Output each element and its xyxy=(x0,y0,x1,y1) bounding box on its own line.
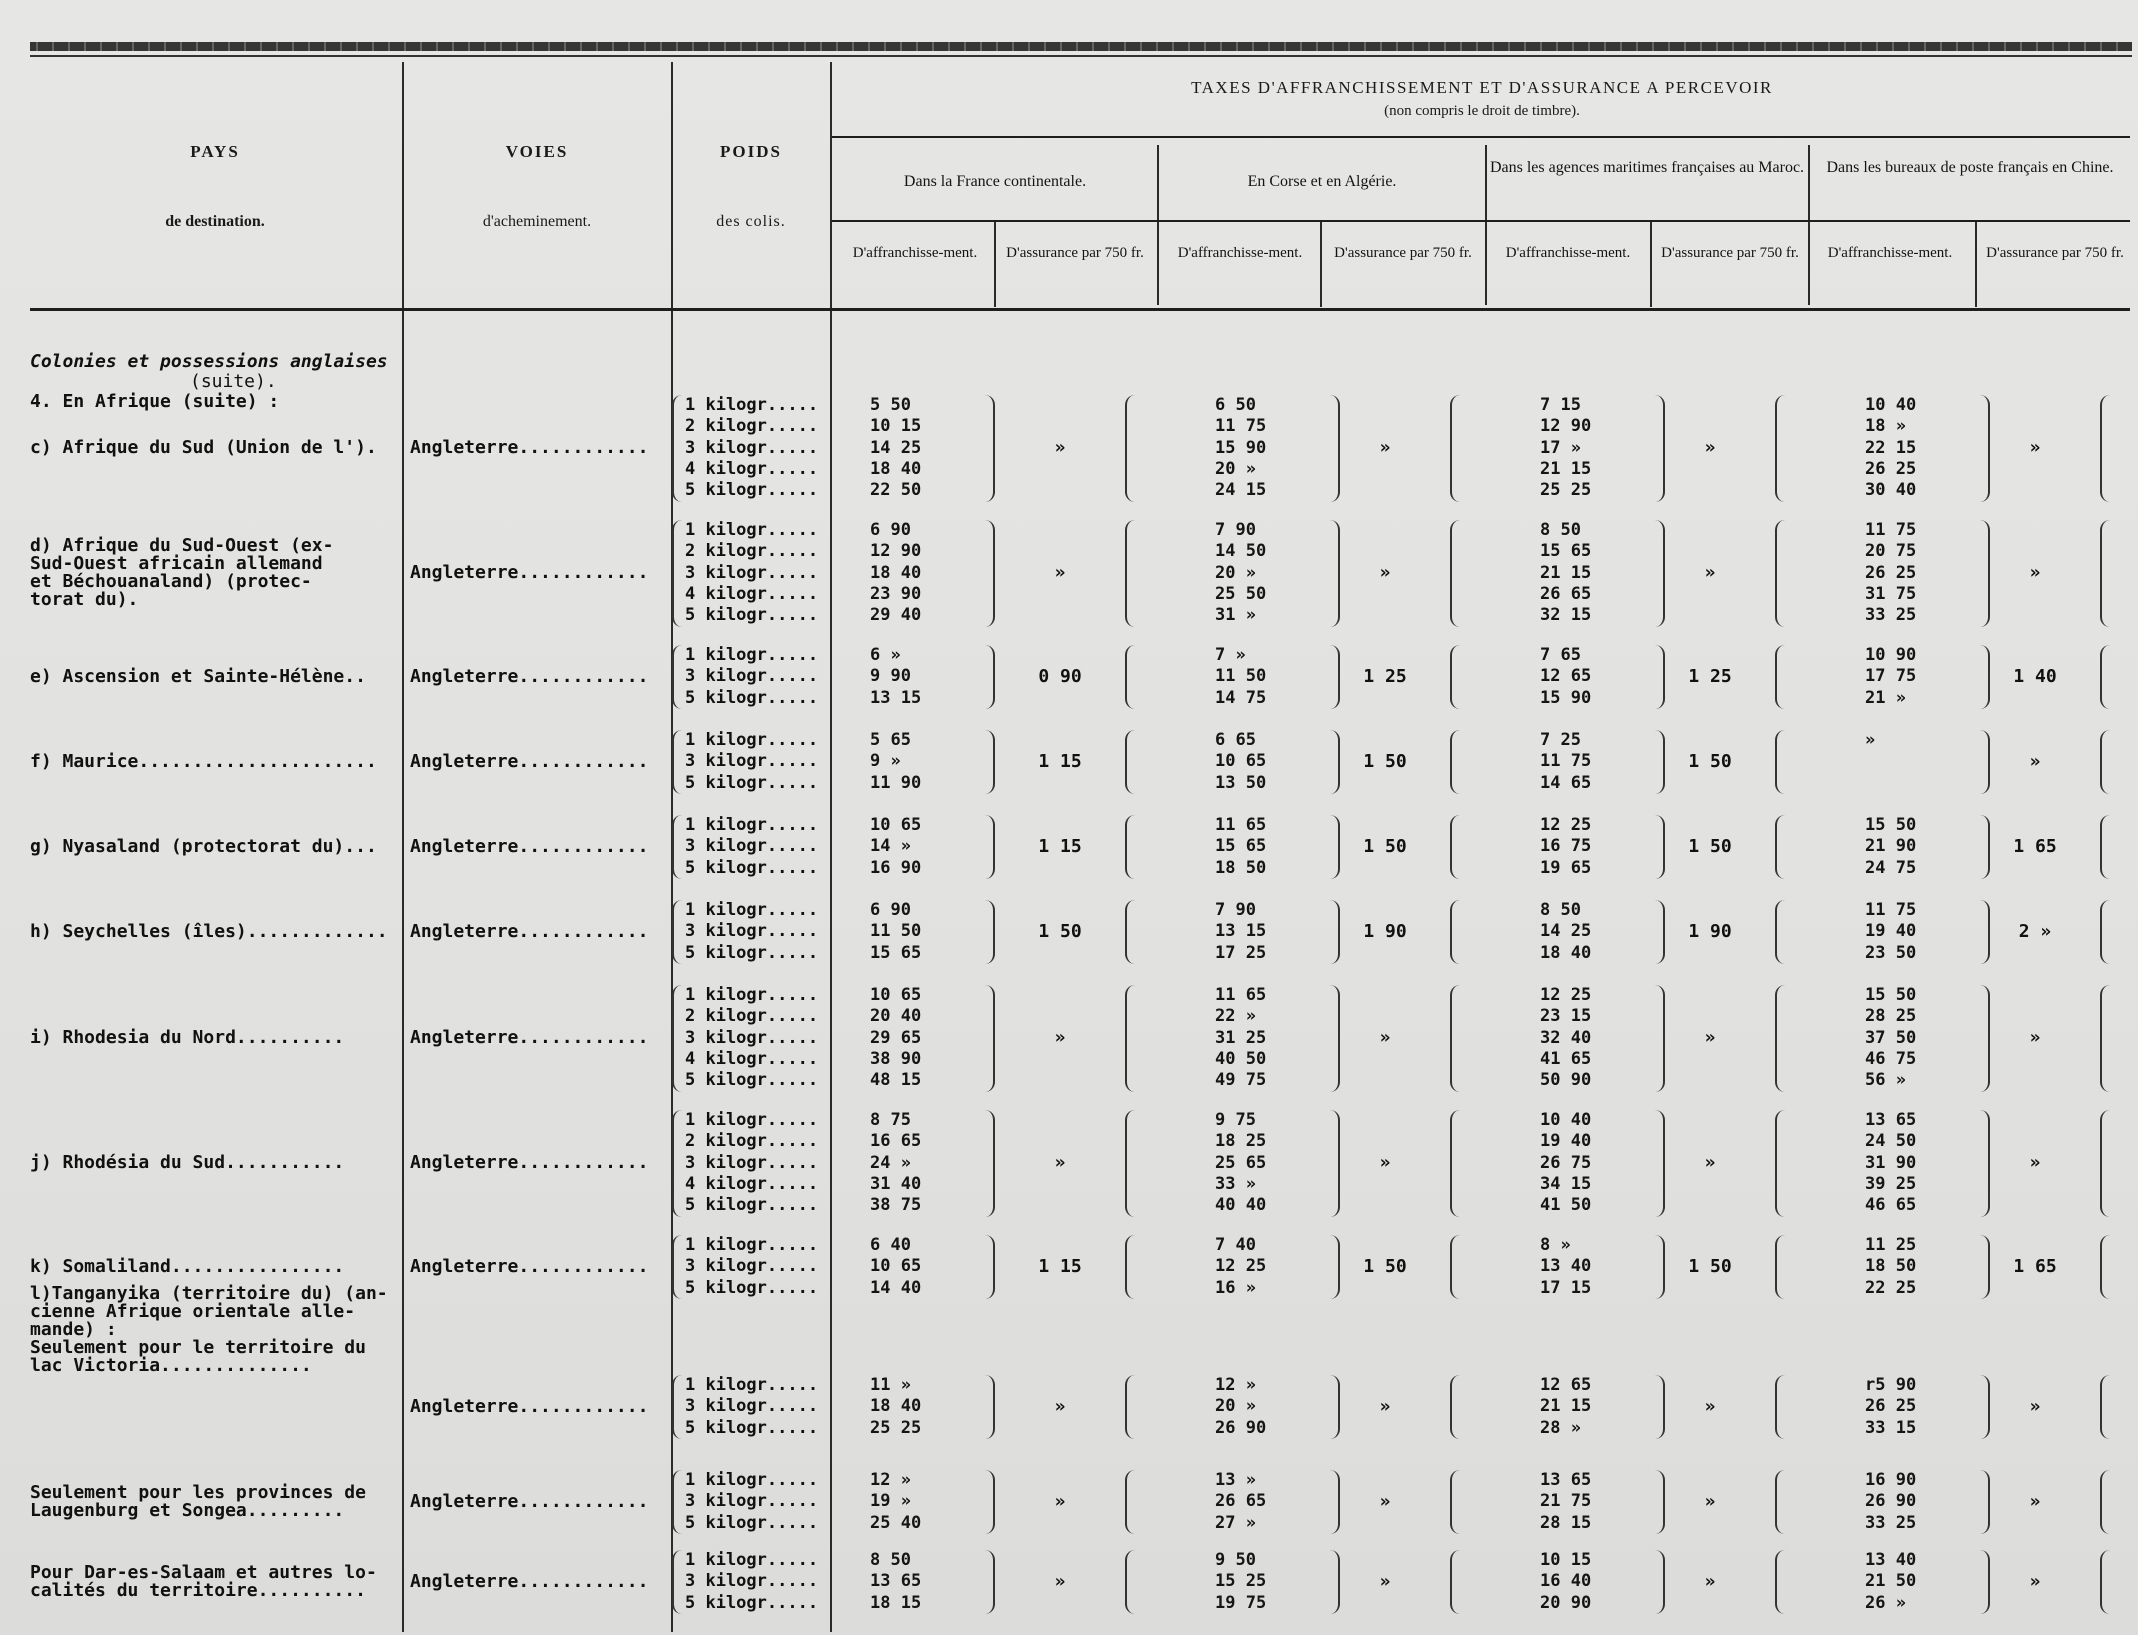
amounts-brace-fr xyxy=(985,1235,995,1299)
weight-list: 1 kilogr..... 3 kilogr..... 5 kilogr..... xyxy=(685,1470,819,1533)
amounts-co: 6 65 10 65 13 50 xyxy=(1215,730,1267,793)
col-divider-sub4 xyxy=(1975,222,1977,307)
weight-list: 1 kilogr..... 2 kilogr..... 3 kilogr..... 4 kilogr..... 5 kilogr..... xyxy=(685,395,819,501)
insurance-fr: » xyxy=(1054,562,1066,584)
weights-brace xyxy=(672,815,682,879)
insurance-brace-ma xyxy=(1775,395,1785,502)
insurance-brace-ma xyxy=(1775,1470,1785,1534)
country-name: c) Afrique du Sud (Union de l'). xyxy=(30,437,377,459)
amounts-ch: 11 25 18 50 22 25 xyxy=(1865,1235,1917,1298)
insurance-fr: » xyxy=(1054,1152,1066,1174)
amounts-brace-co xyxy=(1330,395,1340,502)
route-via: Angleterre............ xyxy=(410,750,649,772)
insurance-ma: 1 90 xyxy=(1688,920,1732,942)
amounts-brace-ma xyxy=(1655,645,1665,709)
insurance-ma: 1 25 xyxy=(1688,665,1732,687)
weights-brace xyxy=(672,985,682,1092)
weight-list: 1 kilogr..... 3 kilogr..... 5 kilogr..... xyxy=(685,900,819,963)
amounts-fr: 11 » 18 40 25 25 xyxy=(870,1375,922,1438)
insurance-fr: 1 15 xyxy=(1038,835,1082,857)
amounts-ma: 10 15 16 40 20 90 xyxy=(1540,1550,1592,1613)
weights-brace xyxy=(672,1550,682,1614)
amounts-ma: 8 » 13 40 17 15 xyxy=(1540,1235,1592,1298)
insurance-ch: » xyxy=(2029,437,2041,459)
amounts-co: 11 65 22 » 31 25 40 50 49 75 xyxy=(1215,985,1267,1091)
insurance-brace-ma xyxy=(1775,900,1785,964)
amounts-ma: 10 40 19 40 26 75 34 15 41 50 xyxy=(1540,1110,1592,1216)
insurance-brace-co xyxy=(1450,730,1460,794)
taxes-title: TAXES D'AFFRANCHISSEMENT ET D'ASSURANCE A PERCEVOIR xyxy=(1191,78,1773,97)
weights-brace xyxy=(672,1470,682,1534)
amounts-ma: 7 25 11 75 14 65 xyxy=(1540,730,1592,793)
insurance-fr: 1 15 xyxy=(1038,750,1082,772)
amounts-ma: 12 65 21 15 28 » xyxy=(1540,1375,1592,1438)
country-name: Seulement pour les provinces de Laugenburg et Songea......... xyxy=(30,1481,366,1521)
amounts-brace-ch xyxy=(1980,395,1990,502)
insurance-ma: 1 50 xyxy=(1688,835,1732,857)
weight-list: 1 kilogr..... 3 kilogr..... 5 kilogr..... xyxy=(685,1235,819,1298)
insurance-brace-ch xyxy=(2100,1235,2110,1299)
section-line-1: Colonies et possessions anglaises xyxy=(30,351,388,372)
amounts-brace-ch xyxy=(1980,1550,1990,1614)
amounts-fr: 6 » 9 90 13 15 xyxy=(870,645,922,708)
insurance-brace-co xyxy=(1450,520,1460,627)
insurance-brace-co xyxy=(1450,985,1460,1092)
amounts-brace-ma xyxy=(1655,1110,1665,1217)
amounts-fr: 6 90 11 50 15 65 xyxy=(870,900,922,963)
amounts-brace-co xyxy=(1330,730,1340,794)
amounts-brace-fr xyxy=(985,815,995,879)
amounts-co: 6 50 11 75 15 90 20 » 24 15 xyxy=(1215,395,1267,501)
route-via: Angleterre............ xyxy=(410,835,649,857)
amounts-brace-fr xyxy=(985,1470,995,1534)
weights-brace xyxy=(672,730,682,794)
route-via: Angleterre............ xyxy=(410,1027,649,1049)
insurance-brace-ma xyxy=(1775,730,1785,794)
taxes-subtitle: (non compris le droit de timbre). xyxy=(1384,103,1580,119)
amounts-brace-ch xyxy=(1980,1375,1990,1439)
insurance-ma: » xyxy=(1704,1395,1716,1417)
amounts-brace-co xyxy=(1330,900,1340,964)
amounts-ch: 15 50 21 90 24 75 xyxy=(1865,815,1917,878)
insurance-brace-co xyxy=(1450,395,1460,502)
amounts-brace-ma xyxy=(1655,1235,1665,1299)
amounts-co: 9 50 15 25 19 75 xyxy=(1215,1550,1267,1613)
route-via: Angleterre............ xyxy=(410,1570,649,1592)
col-divider-group1 xyxy=(1157,145,1159,305)
group-france: Dans la France continentale. xyxy=(903,173,1087,190)
insurance-fr: » xyxy=(1054,437,1066,459)
amounts-ch: 13 40 21 50 26 » xyxy=(1865,1550,1917,1613)
weight-list: 1 kilogr..... 3 kilogr..... 5 kilogr..... xyxy=(685,730,819,793)
insurance-brace-ma xyxy=(1775,1235,1785,1299)
insurance-brace-ma xyxy=(1775,1110,1785,1217)
amounts-brace-ch xyxy=(1980,1110,1990,1217)
header-voies-sub: d'acheminement. xyxy=(482,213,592,230)
insurance-brace-fr xyxy=(1125,985,1135,1092)
amounts-brace-ch xyxy=(1980,1235,1990,1299)
amounts-brace-ch xyxy=(1980,730,1990,794)
insurance-ma: » xyxy=(1704,1152,1716,1174)
insurance-brace-co xyxy=(1450,1470,1460,1534)
amounts-brace-ma xyxy=(1655,520,1665,627)
amounts-ch: 10 40 18 » 22 15 26 25 30 40 xyxy=(1865,395,1917,501)
insurance-fr: 1 15 xyxy=(1038,1255,1082,1277)
insurance-fr: » xyxy=(1054,1395,1066,1417)
amounts-co: 12 » 20 » 26 90 xyxy=(1215,1375,1267,1438)
insurance-brace-co xyxy=(1450,645,1460,709)
amounts-ch: r5 90 26 25 33 15 xyxy=(1865,1375,1917,1438)
insurance-co: » xyxy=(1379,1395,1391,1417)
header-voies: VOIES xyxy=(505,142,569,161)
weight-list: 1 kilogr..... 3 kilogr..... 5 kilogr..... xyxy=(685,1550,819,1613)
group-maroc: Dans les agences maritimes françaises au Maroc. xyxy=(1489,159,1805,176)
sub-ass-3: D'assurance par 750 fr. xyxy=(1661,245,1799,261)
amounts-co: 7 90 13 15 17 25 xyxy=(1215,900,1267,963)
amounts-brace-fr xyxy=(985,1375,995,1439)
col-divider-pays xyxy=(402,62,404,1632)
sub-aff-4: D'affranchisse-ment. xyxy=(1827,245,1953,261)
amounts-brace-co xyxy=(1330,1375,1340,1439)
insurance-brace-co xyxy=(1450,1235,1460,1299)
insurance-ma: » xyxy=(1704,1570,1716,1592)
insurance-brace-ch xyxy=(2100,900,2110,964)
amounts-ch: 15 50 28 25 37 50 46 75 56 » xyxy=(1865,985,1917,1091)
header-bottom-rule xyxy=(30,308,2130,311)
weight-list: 1 kilogr..... 2 kilogr..... 3 kilogr..... 4 kilogr..... 5 kilogr..... xyxy=(685,1110,819,1216)
amounts-brace-ch xyxy=(1980,900,1990,964)
amounts-brace-ma xyxy=(1655,1470,1665,1534)
insurance-brace-fr xyxy=(1125,900,1135,964)
country-name: k) Somaliland................ xyxy=(30,1255,345,1277)
col-divider-sub2 xyxy=(1320,222,1322,307)
insurance-ch: » xyxy=(2029,562,2041,584)
amounts-brace-ch xyxy=(1980,520,1990,627)
insurance-fr: 0 90 xyxy=(1038,665,1082,687)
insurance-fr: » xyxy=(1054,1027,1066,1049)
amounts-ch: 11 75 20 75 26 25 31 75 33 25 xyxy=(1865,520,1917,626)
insurance-co: » xyxy=(1379,1027,1391,1049)
amounts-brace-fr xyxy=(985,1110,995,1217)
country-name: h) Seychelles (îles)............. xyxy=(30,920,388,942)
insurance-ch: » xyxy=(2029,1490,2041,1512)
insurance-brace-fr xyxy=(1125,815,1135,879)
header-poids: POIDS xyxy=(720,142,782,161)
insurance-brace-ma xyxy=(1775,1375,1785,1439)
insurance-ch: » xyxy=(2029,1027,2041,1049)
amounts-brace-co xyxy=(1330,1235,1340,1299)
sub-aff-3: D'affranchisse-ment. xyxy=(1505,245,1631,261)
insurance-brace-ch xyxy=(2100,395,2110,502)
amounts-fr: 5 50 10 15 14 25 18 40 22 50 xyxy=(870,395,922,501)
insurance-brace-co xyxy=(1450,815,1460,879)
col-divider-group3 xyxy=(1808,145,1810,305)
insurance-ch: » xyxy=(2029,1570,2041,1592)
insurance-brace-ma xyxy=(1775,985,1785,1092)
route-via: Angleterre............ xyxy=(410,437,649,459)
weight-list: 1 kilogr..... 3 kilogr..... 5 kilogr..... xyxy=(685,645,819,708)
amounts-brace-ma xyxy=(1655,1550,1665,1614)
amounts-ch: 11 75 19 40 23 50 xyxy=(1865,900,1917,963)
insurance-brace-fr xyxy=(1125,645,1135,709)
insurance-fr: » xyxy=(1054,1570,1066,1592)
weight-list: 1 kilogr..... 3 kilogr..... 5 kilogr..... xyxy=(685,1375,819,1438)
insurance-co: 1 50 xyxy=(1363,1255,1407,1277)
insurance-brace-co xyxy=(1450,1110,1460,1217)
insurance-brace-fr xyxy=(1125,1470,1135,1534)
col-divider-sub3 xyxy=(1650,222,1652,307)
group-rule xyxy=(832,220,2130,222)
col-divider-group2 xyxy=(1485,145,1487,305)
route-via: Angleterre............ xyxy=(410,1490,649,1512)
insurance-ma: » xyxy=(1704,562,1716,584)
col-divider-sub1 xyxy=(994,222,996,307)
weight-list: 1 kilogr..... 2 kilogr..... 3 kilogr..... 4 kilogr..... 5 kilogr..... xyxy=(685,985,819,1091)
insurance-co: 1 50 xyxy=(1363,835,1407,857)
insurance-brace-ma xyxy=(1775,645,1785,709)
insurance-co: 1 25 xyxy=(1363,665,1407,687)
amounts-fr: 6 40 10 65 14 40 xyxy=(870,1235,922,1298)
amounts-ma: 8 50 14 25 18 40 xyxy=(1540,900,1592,963)
insurance-brace-ch xyxy=(2100,815,2110,879)
insurance-ch: » xyxy=(2029,750,2041,772)
amounts-fr: 8 50 13 65 18 15 xyxy=(870,1550,922,1613)
insurance-brace-fr xyxy=(1125,730,1135,794)
amounts-brace-ma xyxy=(1655,985,1665,1092)
weight-list: 1 kilogr..... 2 kilogr..... 3 kilogr..... 4 kilogr..... 5 kilogr..... xyxy=(685,520,819,626)
amounts-brace-ch xyxy=(1980,1470,1990,1534)
amounts-brace-ch xyxy=(1980,815,1990,879)
amounts-co: 13 » 26 65 27 » xyxy=(1215,1470,1267,1533)
amounts-ma: 8 50 15 65 21 15 26 65 32 15 xyxy=(1540,520,1592,626)
amounts-ma: 7 65 12 65 15 90 xyxy=(1540,645,1592,708)
insurance-brace-ma xyxy=(1775,520,1785,627)
amounts-co: 9 75 18 25 25 65 33 » 40 40 xyxy=(1215,1110,1267,1216)
amounts-brace-fr xyxy=(985,730,995,794)
sub-ass-1: D'assurance par 750 fr. xyxy=(1006,245,1144,261)
weights-brace xyxy=(672,1235,682,1299)
amounts-brace-co xyxy=(1330,520,1340,627)
amounts-fr: 10 65 14 » 16 90 xyxy=(870,815,922,878)
amounts-ch: 13 65 24 50 31 90 39 25 46 65 xyxy=(1865,1110,1917,1216)
insurance-brace-fr xyxy=(1125,1375,1135,1439)
amounts-brace-ma xyxy=(1655,730,1665,794)
amounts-fr: 5 65 9 » 11 90 xyxy=(870,730,922,793)
insurance-ch: » xyxy=(2029,1152,2041,1174)
country-name: g) Nyasaland (protectorat du)... xyxy=(30,835,377,857)
route-via: Angleterre............ xyxy=(410,920,649,942)
top-rule xyxy=(30,42,2132,51)
amounts-brace-fr xyxy=(985,395,995,502)
insurance-fr: » xyxy=(1054,1490,1066,1512)
insurance-brace-ch xyxy=(2100,1470,2110,1534)
top-rule-thin xyxy=(30,55,2132,57)
insurance-brace-fr xyxy=(1125,395,1135,502)
insurance-brace-fr xyxy=(1125,1550,1135,1614)
insurance-brace-ch xyxy=(2100,1550,2110,1614)
insurance-brace-ch xyxy=(2100,1375,2110,1439)
amounts-ch: 10 90 17 75 21 » xyxy=(1865,645,1917,708)
group-corse-algerie: En Corse et en Algérie. xyxy=(1247,173,1397,190)
amounts-brace-fr xyxy=(985,520,995,627)
route-via: Angleterre............ xyxy=(410,1152,649,1174)
weight-list: 1 kilogr..... 3 kilogr..... 5 kilogr..... xyxy=(685,815,819,878)
insurance-co: » xyxy=(1379,1152,1391,1174)
country-name: l)Tanganyika (territoire du) (an- cienne Afrique orientale alle- mande) : Seulement pour le territoire du lac Victoria.............. xyxy=(30,1283,388,1376)
country-name: e) Ascension et Sainte-Hélène.. xyxy=(30,665,366,687)
route-via: Angleterre............ xyxy=(410,1395,649,1417)
insurance-ch: 1 65 xyxy=(2013,835,2057,857)
insurance-ma: » xyxy=(1704,1027,1716,1049)
section-heading xyxy=(30,352,400,412)
insurance-brace-co xyxy=(1450,1550,1460,1614)
amounts-fr: 6 90 12 90 18 40 23 90 29 40 xyxy=(870,520,922,626)
amounts-brace-co xyxy=(1330,1550,1340,1614)
amounts-brace-co xyxy=(1330,815,1340,879)
insurance-co: 1 50 xyxy=(1363,750,1407,772)
header-pays: PAYS xyxy=(190,142,240,161)
amounts-brace-fr xyxy=(985,900,995,964)
amounts-brace-co xyxy=(1330,1470,1340,1534)
amounts-ma: 7 15 12 90 17 » 21 15 25 25 xyxy=(1540,395,1592,501)
amounts-brace-ma xyxy=(1655,900,1665,964)
amounts-ch: » xyxy=(1865,730,1876,750)
insurance-ma: 1 50 xyxy=(1688,1255,1732,1277)
insurance-brace-ch xyxy=(2100,730,2110,794)
sub-ass-4: D'assurance par 750 fr. xyxy=(1986,245,2124,261)
amounts-fr: 10 65 20 40 29 65 38 90 48 15 xyxy=(870,985,922,1091)
insurance-co: » xyxy=(1379,1490,1391,1512)
route-via: Angleterre............ xyxy=(410,1255,649,1277)
amounts-ch: 16 90 26 90 33 25 xyxy=(1865,1470,1917,1533)
amounts-brace-fr xyxy=(985,985,995,1092)
group-chine: Dans les bureaux de poste français en Chine. xyxy=(1826,159,2114,176)
amounts-brace-ma xyxy=(1655,815,1665,879)
header-pays-sub: de destination. xyxy=(165,213,265,230)
amounts-brace-ma xyxy=(1655,1375,1665,1439)
weights-brace xyxy=(672,645,682,709)
amounts-ma: 12 25 16 75 19 65 xyxy=(1540,815,1592,878)
amounts-fr: 12 » 19 » 25 40 xyxy=(870,1470,922,1533)
section-line-3: 4. En Afrique (suite) : xyxy=(30,391,280,412)
insurance-ma: » xyxy=(1704,1490,1716,1512)
insurance-ch: » xyxy=(2029,1395,2041,1417)
amounts-co: 7 40 12 25 16 » xyxy=(1215,1235,1267,1298)
amounts-co: 7 90 14 50 20 » 25 50 31 » xyxy=(1215,520,1267,626)
sub-ass-2: D'assurance par 750 fr. xyxy=(1334,245,1472,261)
weights-brace xyxy=(672,395,682,502)
weights-brace xyxy=(672,520,682,627)
insurance-brace-ch xyxy=(2100,1110,2110,1217)
country-name: i) Rhodesia du Nord.......... xyxy=(30,1027,345,1049)
amounts-co: 11 65 15 65 18 50 xyxy=(1215,815,1267,878)
insurance-ch: 1 65 xyxy=(2013,1255,2057,1277)
taxes-rule xyxy=(832,136,2130,138)
header-poids-sub: des colis. xyxy=(716,213,786,230)
country-name: f) Maurice...................... xyxy=(30,750,377,772)
amounts-ma: 12 25 23 15 32 40 41 65 50 90 xyxy=(1540,985,1592,1091)
insurance-ma: 1 50 xyxy=(1688,750,1732,772)
insurance-brace-fr xyxy=(1125,1110,1135,1217)
country-name: d) Afrique du Sud-Ouest (ex- Sud-Ouest africain allemand et Béchouanaland) (protec- torat du). xyxy=(30,535,334,611)
insurance-co: » xyxy=(1379,1570,1391,1592)
amounts-ma: 13 65 21 75 28 15 xyxy=(1540,1470,1592,1533)
amounts-co: 7 » 11 50 14 75 xyxy=(1215,645,1267,708)
weights-brace xyxy=(672,1110,682,1217)
insurance-brace-fr xyxy=(1125,1235,1135,1299)
insurance-ch: 2 » xyxy=(2018,920,2052,942)
amounts-brace-co xyxy=(1330,1110,1340,1217)
insurance-brace-ch xyxy=(2100,520,2110,627)
sub-aff-1: D'affranchisse-ment. xyxy=(852,245,978,261)
insurance-fr: 1 50 xyxy=(1038,920,1082,942)
amounts-brace-fr xyxy=(985,645,995,709)
insurance-co: 1 90 xyxy=(1363,920,1407,942)
insurance-brace-co xyxy=(1450,1375,1460,1439)
insurance-brace-ch xyxy=(2100,985,2110,1092)
amounts-brace-fr xyxy=(985,1550,995,1614)
col-divider-poids xyxy=(830,62,832,1632)
weights-brace xyxy=(672,1375,682,1439)
insurance-brace-ma xyxy=(1775,1550,1785,1614)
amounts-brace-ma xyxy=(1655,395,1665,502)
route-via: Angleterre............ xyxy=(410,665,649,687)
amounts-brace-co xyxy=(1330,645,1340,709)
section-line-2: (suite). xyxy=(190,371,277,392)
insurance-brace-ma xyxy=(1775,815,1785,879)
route-via: Angleterre............ xyxy=(410,562,649,584)
insurance-ma: » xyxy=(1704,437,1716,459)
insurance-brace-fr xyxy=(1125,520,1135,627)
insurance-brace-ch xyxy=(2100,645,2110,709)
amounts-brace-ch xyxy=(1980,985,1990,1092)
insurance-brace-co xyxy=(1450,900,1460,964)
country-name: Pour Dar-es-Salaam et autres lo- calités du territoire.......... xyxy=(30,1561,377,1601)
amounts-brace-co xyxy=(1330,985,1340,1092)
amounts-brace-ch xyxy=(1980,645,1990,709)
amounts-fr: 8 75 16 65 24 » 31 40 38 75 xyxy=(870,1110,922,1216)
insurance-co: » xyxy=(1379,562,1391,584)
country-name: j) Rhodésia du Sud........... xyxy=(30,1152,345,1174)
weights-brace xyxy=(672,900,682,964)
sub-aff-2: D'affranchisse-ment. xyxy=(1177,245,1303,261)
insurance-co: » xyxy=(1379,437,1391,459)
insurance-ch: 1 40 xyxy=(2013,665,2057,687)
